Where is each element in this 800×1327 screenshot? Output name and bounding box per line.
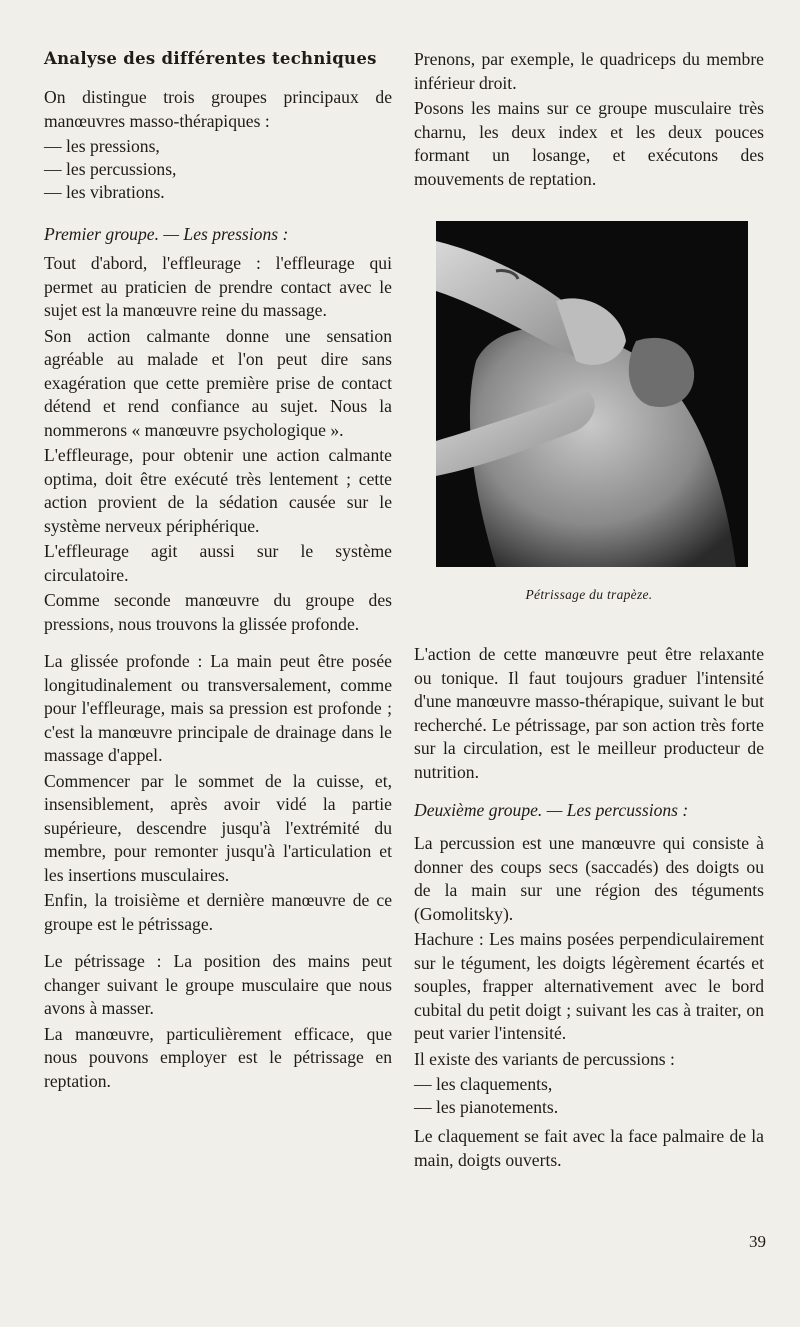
section-heading: Analyse des différentes techniques [44,49,377,68]
group-one-title: Premier groupe. — Les pressions : [44,224,289,244]
figure-caption: Pétrissage du trapèze. [525,587,653,602]
paragraph: Enfin, la troisième et dernière manœuvre de ce groupe est le pétrissage. [44,890,392,934]
paragraph: La percussion est une manœuvre qui consiste à donner des coups secs (saccadés) des doigts ou de la main sur une région des téguments (Gomolitsky). [414,833,764,924]
paragraph: Hachure : Les mains posées perpendiculairement sur le tégument, les doigts légèrement écartés et souples, frapper alternativement avec le bord cubital du petit doigt ; suivant les cas à traiter, on peut varier l'intensité. [414,929,764,1043]
paragraph: Comme seconde manœuvre du groupe des pressions, nous trouvons la glissée profonde. [44,590,392,634]
paragraph: Le pétrissage : La position des mains peut changer suivant le groupe musculaire que nous avons à masser. [44,951,392,1018]
percussion-variants-list [414,1073,764,1119]
paragraph: L'effleurage, pour obtenir une action calmante optima, doit être exécuté très lentement ; cette action provient de la sédation causée sur le système nerveux périphérique. [44,445,392,536]
paragraph: Commencer par le sommet de la cuisse, et, insensiblement, après avoir vidé la partie supérieure, descendre jusqu'à l'extrémité du membre, pour remonter jusqu'à l'articulation et les insertions musculaires. [44,770,392,885]
paragraph: La glissée profonde : La main peut être posée longitudinalement ou transversalement, comme pour l'effleurage, mais sa pression est profonde ; c'est la manœuvre principale de drainage dans le massage d'appel. [44,651,392,765]
list-item: — les pianotements. [414,1096,764,1119]
paragraph: Il existe des variants de percussions : [414,1048,675,1069]
group-two-title: Deuxième groupe. — Les percussions : [414,800,689,820]
paragraph: Posons les mains sur ce groupe musculaire très charnu, les deux index et les deux pouces formant un losange, et exécutons des mouvements de reptation. [414,98,764,189]
list-item: — les percussions, [44,158,392,181]
list-item: — les pressions, [44,135,392,158]
groups-list [44,135,392,204]
paragraph: Le claquement se fait avec la face palmaire de la main, doigts ouverts. [414,1126,764,1170]
trapeze-massage-illustration [436,221,748,567]
massage-photo [436,221,748,567]
paragraph: L'effleurage agit aussi sur le système circulatoire. [44,541,392,585]
paragraph: La manœuvre, particulièrement efficace, que nous pouvons employer est le pétrissage en reptation. [44,1023,392,1091]
list-item: — les claquements, [414,1073,764,1096]
right-column [414,48,764,1174]
paragraph: L'action de cette manœuvre peut être relaxante ou tonique. Il faut toujours graduer l'intensité d'une manœuvre masso-thérapique, suivant le but recherché. Le pétrissage, par son action très forte sur la circulation, est le meilleur producteur de nutrition. [414,644,764,782]
paragraph: Prenons, par exemple, le quadriceps du membre inférieur droit. [414,49,764,93]
paragraph: Son action calmante donne une sensation agréable au malade et l'on peut dire sans exagération que cette première prise de contact détend et rend confiance au sujet. Nous la nommerons « manœuvre psychologique ». [44,325,392,440]
list-item: — les vibrations. [44,181,392,204]
paragraph: Tout d'abord, l'effleurage : l'effleurage qui permet au praticien de prendre contact avec le sujet est la manœuvre reine du massage. [44,253,392,320]
left-column [44,48,392,1095]
page-number: 39 [749,1232,766,1251]
intro-paragraph: On distingue trois groupes principaux de manœuvres masso-thérapiques : [44,87,392,131]
